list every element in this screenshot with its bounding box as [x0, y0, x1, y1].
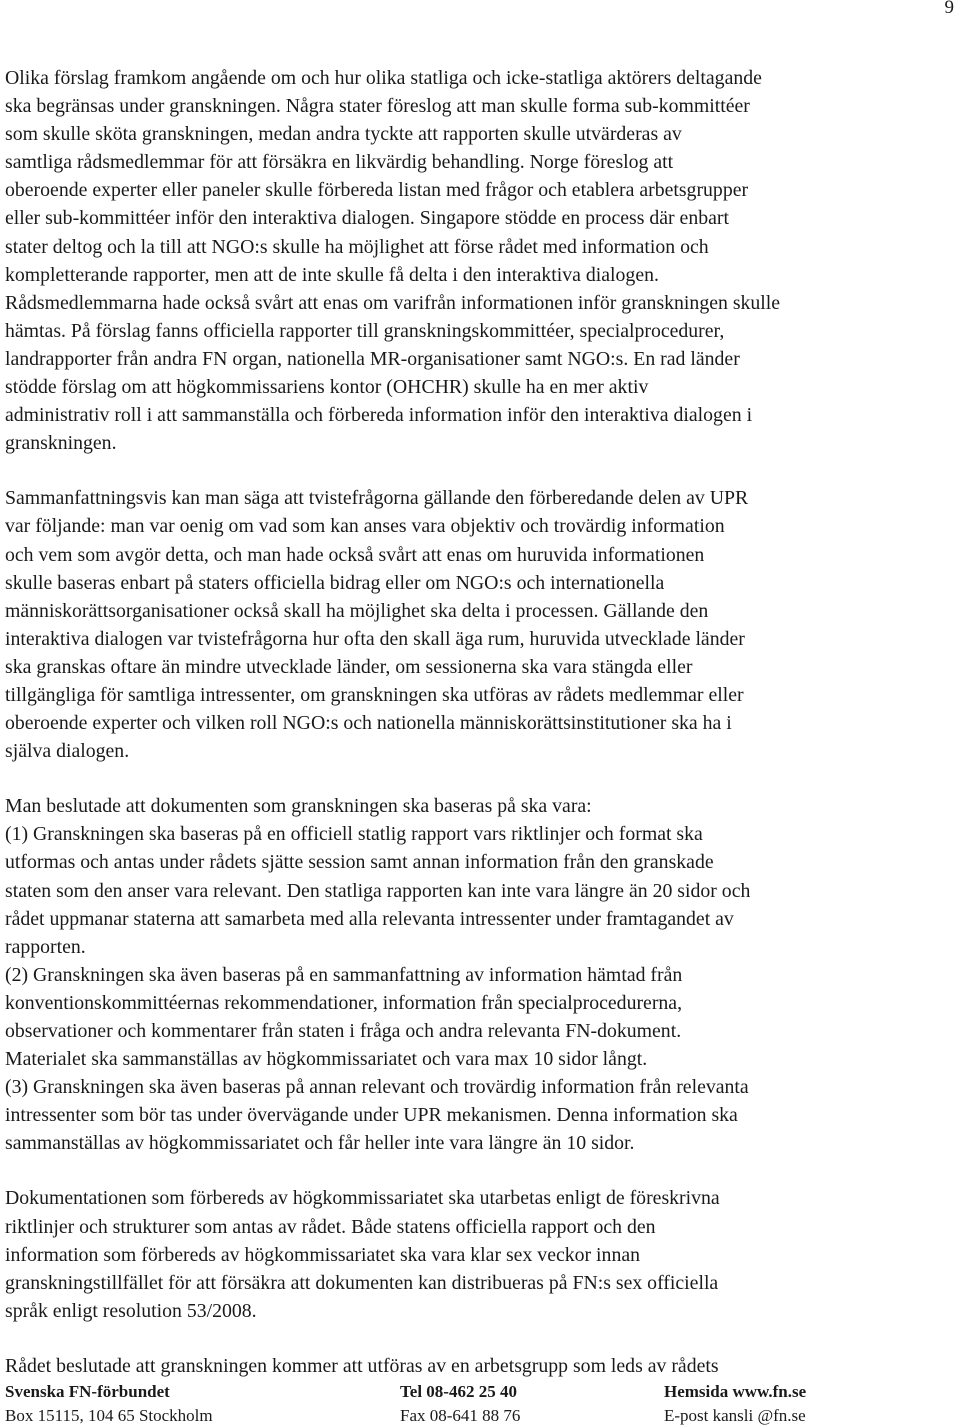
text-line: Man beslutade att dokumenten som granskningen ska baseras på ska vara:	[5, 795, 592, 818]
text-line: och vem som avgör detta, och man hade också svårt att enas om huruvida informationen	[5, 543, 705, 566]
text-line: ska granskas oftare än mindre utvecklade länder, om sessionerna ska vara stängda eller	[5, 655, 693, 678]
footer-website: Hemsida www.fn.se	[664, 1382, 807, 1401]
text-line: interaktiva dialogen var tvistefrågorna hur ofta den skall äga rum, huruvida utvecklade länder	[5, 627, 745, 650]
paragraph	[5, 1352, 957, 1380]
text-line: information som förbereds av högkommissariatet ska vara klar sex veckor innan	[5, 1243, 641, 1266]
text-line: tillgängliga för samtliga intressenter, om granskningen ska utföras av rådets medlemmar eller	[5, 683, 744, 706]
footer-row	[5, 1404, 955, 1428]
footer-phone: Tel 08-462 25 40	[400, 1382, 517, 1401]
text-line: oberoende experter och vilken roll NGO:s och nationella människorättsinstitutioner ska ha i	[5, 712, 732, 735]
text-line: oberoende experter eller paneler skulle förbereda listan med frågor och etablera arbetsgrupper	[5, 179, 749, 202]
footer-org-name: Svenska FN-förbundet	[5, 1382, 170, 1401]
text-line: konventionskommittéernas rekommendationer, information från specialprocedurerna,	[5, 991, 683, 1014]
paragraph-spacer	[5, 1325, 957, 1352]
text-line: utformas och antas under rådets sjätte session samt annan information från den granskade	[5, 851, 714, 874]
text-line: granskningen.	[5, 432, 117, 455]
text-line: stödde förslag om att högkommissariens kontor (OHCHR) skulle ha en mer aktiv	[5, 376, 649, 399]
paragraph	[5, 484, 957, 765]
text-line: kompletterande rapporter, men att de inte skulle få delta i den interaktiva dialogen.	[5, 263, 659, 286]
paragraph-spacer	[5, 457, 957, 484]
text-line: administrativ roll i att sammanställa och förbereda information inför den interaktiva dialogen i	[5, 404, 753, 427]
text-line: Sammanfattningsvis kan man säga att tvistefrågorna gällande den förberedande delen av UPR	[5, 487, 749, 510]
page-footer	[5, 1380, 955, 1428]
text-line: Materialet ska sammanställas av högkommissariatet och vara max 10 sidor långt.	[5, 1048, 648, 1071]
paragraph-spacer	[5, 1157, 957, 1184]
text-line: riktlinjer och strukturer som antas av rådet. Både statens officiella rapport och den	[5, 1215, 656, 1238]
text-line: människorättsorganisationer också skall ha möjlighet ska delta i processen. Gällande den	[5, 599, 709, 622]
text-line: intressenter som bör tas under övervägande under UPR mekanismen. Denna information ska	[5, 1104, 738, 1127]
text-line: språk enligt resolution 53/2008.	[5, 1299, 257, 1322]
text-line: Olika förslag framkom angående om och hur olika statliga och icke-statliga aktörers deltagande	[5, 67, 762, 89]
text-line: (1) Granskningen ska baseras på en officiell statlig rapport vars riktlinjer och format ska	[5, 823, 703, 846]
text-line: granskningstillfället för att försäkra att dokumenten kan distribueras på FN:s sex officiella	[5, 1271, 719, 1294]
text-line: (2) Granskningen ska även baseras på en sammanfattning av information hämtad från	[5, 963, 683, 986]
body-text	[5, 64, 957, 1380]
text-line: Rådsmedlemmarna hade också svårt att enas om varifrån informationen inför granskningen skulle	[5, 291, 781, 314]
footer-address: Box 15115, 104 65 Stockholm	[5, 1406, 213, 1425]
text-line: eller sub-kommittéer inför den interaktiva dialogen. Singapore stödde en process där enbart	[5, 207, 729, 230]
text-line: var följande: man var oenig om vad som kan anses vara objektiv och trovärdig information	[5, 515, 725, 538]
text-line: skulle baseras enbart på staters officiella bidrag eller om NGO:s och internationella	[5, 571, 665, 594]
text-line: Rådet beslutade att granskningen kommer att utföras av en arbetsgrupp som leds av rådets	[5, 1354, 719, 1377]
text-line: (3) Granskningen ska även baseras på annan relevant och trovärdig information från relevanta	[5, 1076, 749, 1099]
text-line: rapporten.	[5, 935, 86, 958]
text-line: sammanställas av högkommissariatet och får heller inte vara längre än 10 sidor.	[5, 1132, 635, 1155]
text-line: stater deltog och la till att NGO:s skulle ha möjlighet att förse rådet med information och	[5, 235, 709, 258]
page-number: 9	[944, 0, 954, 18]
text-line: själva dialogen.	[5, 740, 130, 763]
text-line: staten som den anser vara relevant. Den statliga rapporten kan inte vara längre än 20 sidor och	[5, 879, 751, 902]
footer-fax: Fax 08-641 88 76	[400, 1406, 521, 1425]
text-line: hämtas. På förslag fanns officiella rapporter till granskningskommittéer, specialprocedurer,	[5, 319, 725, 342]
footer-row	[5, 1380, 955, 1404]
text-line: observationer och kommentarer från staten i fråga och andra relevanta FN-dokument.	[5, 1020, 682, 1042]
text-line: rådet uppmanar staterna att samarbeta med alla relevanta intressenter under framtagandet av	[5, 907, 734, 930]
paragraph-spacer	[5, 765, 957, 792]
text-line: samtliga rådsmedlemmar för att försäkra en likvärdig behandling. Norge föreslog att	[5, 151, 674, 174]
text-line: ska begränsas under granskningen. Några stater föreslog att man skulle forma sub-kommittéer	[5, 95, 750, 118]
paragraph	[5, 1184, 957, 1324]
text-line: landrapporter från andra FN organ, nationella MR-organisationer samt NGO:s. En rad länder	[5, 347, 740, 370]
paragraph	[5, 64, 957, 457]
paragraph	[5, 792, 957, 1157]
footer-email: E-post kansli @fn.se	[664, 1406, 806, 1425]
text-line: som skulle sköta granskningen, medan andra tyckte att rapporten skulle utvärderas av	[5, 123, 682, 146]
text-line: Dokumentationen som förbereds av högkommissariatet ska utarbetas enligt de föreskrivna	[5, 1187, 720, 1210]
